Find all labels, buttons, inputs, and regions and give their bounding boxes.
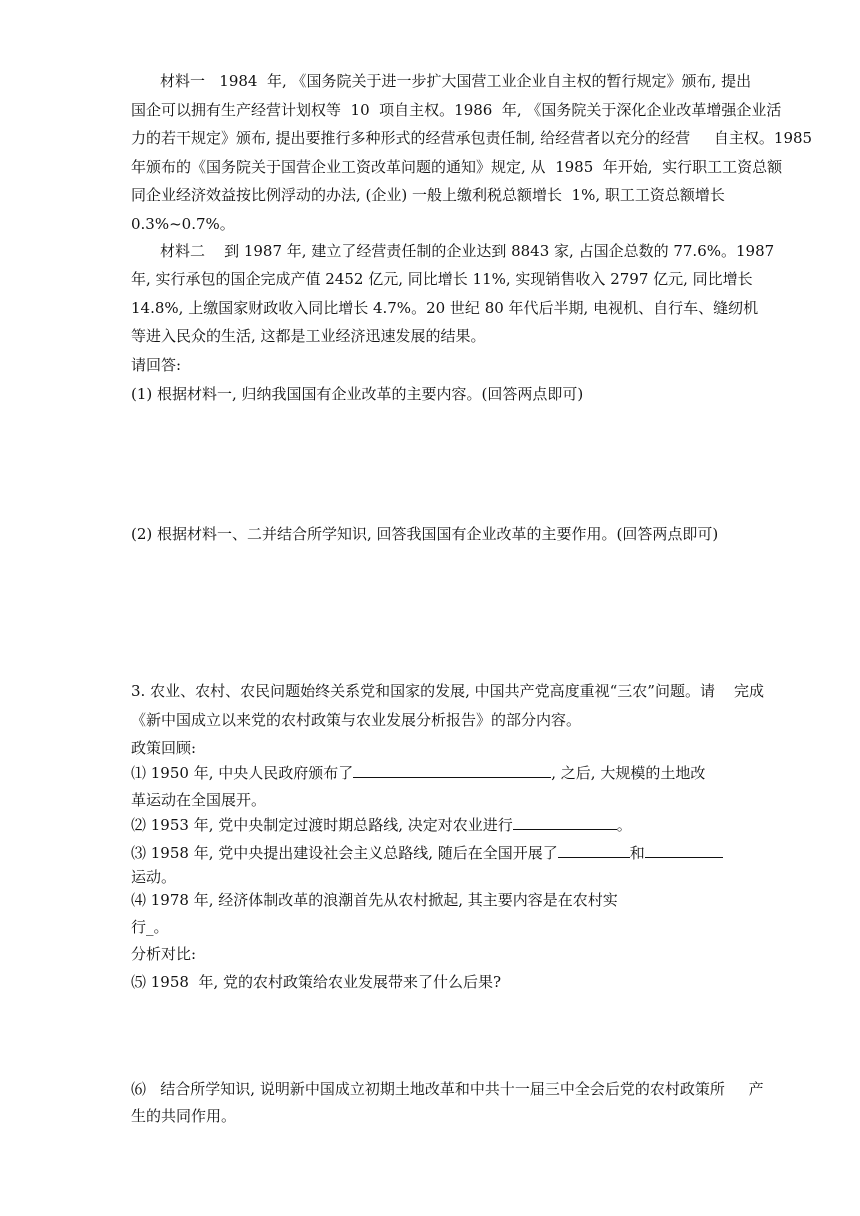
fill-blank[interactable] — [558, 842, 630, 858]
material2-line: 材料二 到 1987 年, 建立了经营责任制的企业达到 8843 家, 占国企总数的 77.6%。1987 — [160, 242, 775, 260]
policy-item-text: ⑶ 1958 年, 党中央提出建设社会主义总路线, 随后在全国开展了 — [131, 844, 558, 862]
policy-item-2 — [131, 814, 632, 835]
fill-blank[interactable] — [513, 814, 617, 830]
analysis-item-6: ⑹ 结合所学知识, 说明新中国成立初期土地改革和中共十一届三中全会后党的农村政策所 产 — [131, 1080, 764, 1098]
analysis-item-5: ⑸ 1958 年, 党的农村政策给农业发展带来了什么后果? — [131, 973, 502, 991]
question-1: (1) 根据材料一, 归纳我国国有企业改革的主要内容。(回答两点即可) — [131, 385, 584, 403]
fill-blank[interactable] — [353, 762, 551, 778]
material1-line: 年颁布的《国务院关于国营企业工资改革问题的通知》规定, 从 1985 年开始, 实行职工工资总额 — [131, 158, 783, 176]
section3-intro: 3. 农业、农村、农民问题始终关系党和国家的发展, 中国共产党高度重视“三农”问题。请 完成 — [131, 682, 765, 700]
material1-line: 0.3%~0.7%。 — [131, 215, 235, 233]
analysis-item-6-cont: 生的共同作用。 — [131, 1107, 237, 1125]
policy-item-4-cont: 行_。 — [131, 918, 169, 936]
policy-item-text: 和 — [629, 844, 645, 862]
policy-item-3 — [131, 842, 723, 863]
policy-item-1-cont: 革运动在全国展开。 — [131, 791, 267, 809]
material1-line: 国企可以拥有生产经营计划权等 10 项自主权。1986 年, 《国务院关于深化企业改革增强企业活 — [131, 101, 782, 119]
policy-item-1 — [131, 762, 705, 783]
policy-item-text: ⑵ 1953 年, 党中央制定过渡时期总路线, 决定对农业进行 — [131, 816, 513, 834]
material1-line: 同企业经济效益按比例浮动的办法, (企业) 一般上缴利税总额增长 1%, 职工工资总额增长 — [131, 186, 725, 204]
answer-prompt: 请回答: — [131, 356, 182, 374]
question-2: (2) 根据材料一、二并结合所学知识, 回答我国国有企业改革的主要作用。(回答两点即可) — [131, 525, 719, 543]
policy-review-heading: 政策回顾: — [131, 739, 197, 757]
policy-item-text: ⑴ 1950 年, 中央人民政府颁布了 — [131, 764, 354, 782]
fill-blank[interactable] — [645, 842, 723, 858]
material1-line: 材料一 1984 年, 《国务院关于进一步扩大国营工业企业自主权的暂行规定》颁布, 提出 — [160, 72, 752, 90]
analysis-heading: 分析对比: — [131, 945, 197, 963]
material2-line: 14.8%, 上缴国家财政收入同比增长 4.7%。20 世纪 80 年代后半期, 电视机、自行车、缝纫机 — [131, 299, 759, 317]
policy-item-4: ⑷ 1978 年, 经济体制改革的浪潮首先从农村掀起, 其主要内容是在农村实 — [131, 891, 618, 909]
material2-line: 等进入民众的生活, 这都是工业经济迅速发展的结果。 — [131, 327, 486, 345]
material2-line: 年, 实行承包的国企完成产值 2452 亿元, 同比增长 11%, 实现销售收入 2797 亿元, 同比增长 — [131, 270, 753, 288]
policy-item-text: , 之后, 大规模的土地改 — [551, 764, 706, 782]
policy-item-3-cont: 运动。 — [131, 868, 177, 886]
policy-item-text: 。 — [616, 816, 632, 834]
section3-intro: 《新中国成立以来党的农村政策与农业发展分析报告》的部分内容。 — [131, 711, 582, 729]
material1-line: 力的若干规定》颁布, 提出要推行多种形式的经营承包责任制, 给经营者以充分的经营 自主权。1985 — [131, 129, 813, 147]
